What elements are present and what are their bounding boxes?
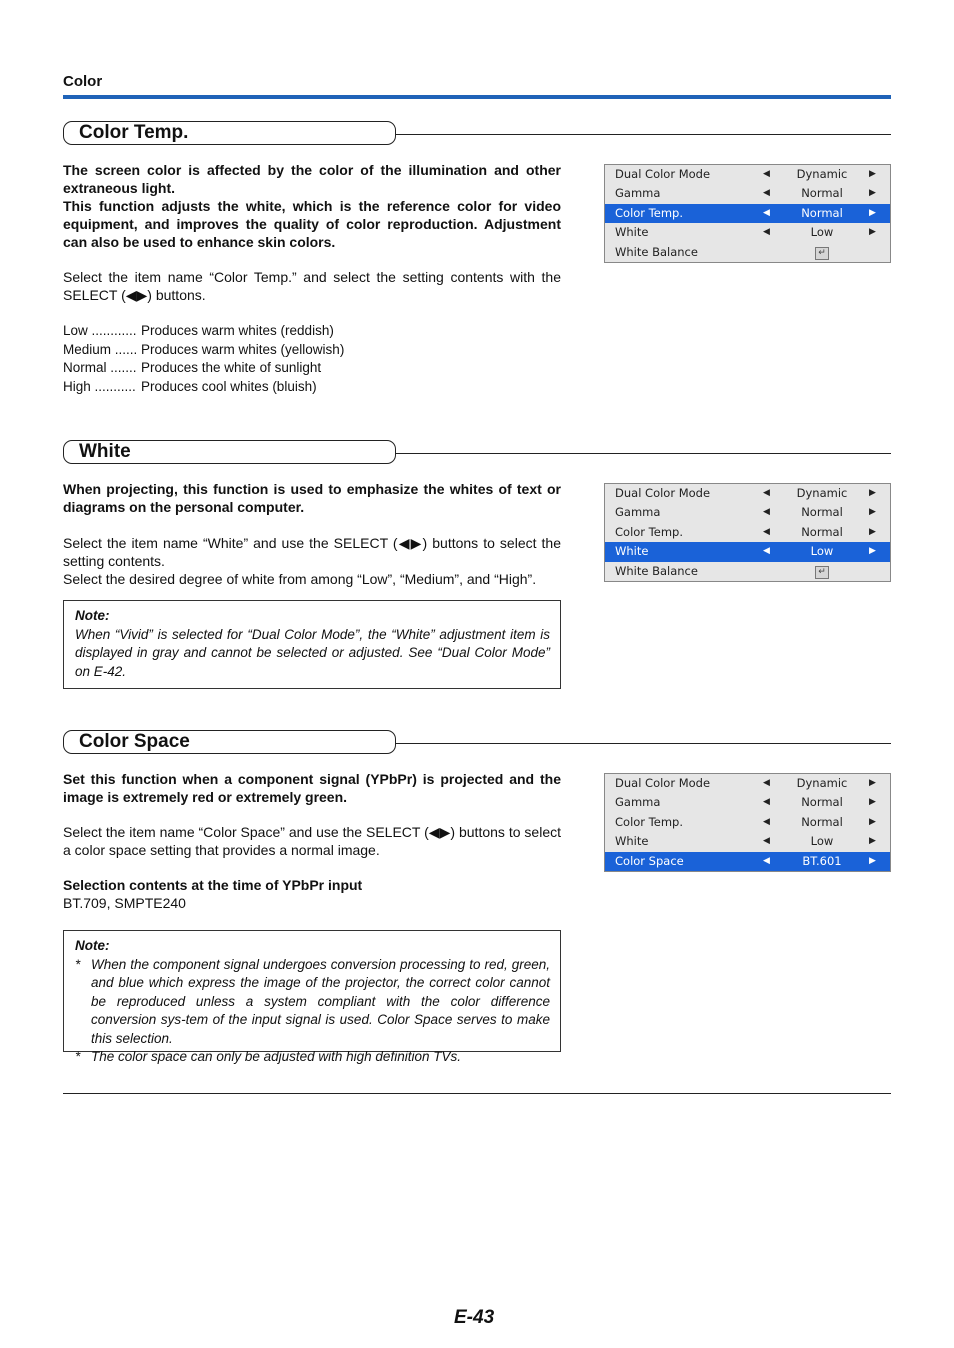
menu-item-label: White: [615, 225, 649, 240]
note-bullet: *: [75, 956, 81, 972]
left-arrow-icon[interactable]: ◀: [763, 797, 770, 808]
right-arrow-icon[interactable]: ▶: [869, 816, 876, 827]
right-arrow-icon[interactable]: ▶: [869, 526, 876, 537]
note-bullet: *: [75, 1049, 81, 1064]
menu-row[interactable]: [605, 832, 890, 851]
right-arrow-icon[interactable]: ▶: [869, 797, 876, 808]
menu-row[interactable]: [605, 223, 890, 242]
menu-item-value: Low: [810, 834, 834, 849]
menu-row[interactable]: [605, 813, 890, 832]
menu-item-value: Dynamic: [796, 486, 848, 500]
enter-icon[interactable]: ↵: [815, 566, 829, 579]
left-arrow-icon[interactable]: ◀: [763, 855, 770, 866]
option-row: [63, 378, 393, 397]
menu-item-label: White: [615, 834, 649, 849]
left-arrow-icon[interactable]: ◀: [763, 507, 770, 518]
menu-item-value: Normal: [801, 795, 843, 810]
header-rule: [63, 95, 891, 99]
white-instruction-2: Select the desired degree of white from among “Low”, “Medium”, and “High”.: [63, 571, 537, 587]
menu-item-label: Dual Color Mode: [615, 776, 711, 790]
menu-item-label: Dual Color Mode: [615, 167, 711, 181]
color-temp-heading-rule: [396, 134, 891, 135]
option-row: [63, 341, 393, 360]
right-arrow-icon[interactable]: ▶: [869, 507, 876, 518]
menu-row[interactable]: [605, 503, 890, 522]
option-term: Low ............: [63, 323, 137, 338]
white-note: [63, 600, 561, 689]
menu-item-label: White Balance: [615, 563, 698, 578]
right-arrow-icon[interactable]: ▶: [869, 169, 876, 179]
note-item-text: When the component signal undergoes conversion processing to red, green, and blue which express the image of the projector, the correct color cannot be reproduced unless a system compliant with the color difference conversion sys-tem of the input signal is used. Color Space serves to make this selection.: [91, 956, 550, 1046]
menu-item-value: Normal: [801, 205, 843, 220]
white-instruction-1: Select the item name “White” and use the SELECT (◀▶) buttons to select the setting contents.: [63, 535, 561, 569]
menu-item-value: Low: [810, 544, 834, 559]
right-arrow-icon[interactable]: ▶: [869, 855, 876, 866]
left-arrow-icon[interactable]: ◀: [763, 778, 770, 788]
color-temp-intro: [63, 161, 561, 251]
option-desc: Produces the white of sunlight: [141, 360, 322, 376]
color-temp-intro-1: The screen color is affected by the color of the illumination and other extraneous light.: [63, 162, 561, 196]
menu-row[interactable]: [605, 793, 890, 812]
right-arrow-icon[interactable]: ▶: [869, 546, 876, 557]
menu-item-label: Color Temp.: [615, 524, 683, 539]
note-item: [75, 956, 550, 1049]
menu-item-value: Normal: [801, 814, 843, 829]
color-temp-heading: Color Temp.: [63, 121, 396, 145]
menu-item-value: Normal: [801, 505, 843, 520]
left-arrow-icon[interactable]: ◀: [763, 836, 770, 847]
menu-item-label: Color Temp.: [615, 814, 683, 829]
note-text: When “Vivid” is selected for “Dual Color Mode”, the “White” adjustment item is displayed in gray and cannot be selected or adjusted. See “Dual Color Mode” on E-42.: [75, 626, 550, 679]
note-title: Note:: [75, 938, 110, 953]
menu-row[interactable]: [605, 774, 890, 793]
menu-item-value: BT.601: [802, 853, 842, 868]
white-heading-rule: [396, 453, 891, 454]
option-desc: Produces cool whites (bluish): [141, 379, 317, 395]
right-arrow-icon[interactable]: ▶: [869, 227, 876, 238]
color-space-instruction: Select the item name “Color Space” and use the SELECT (◀▶) buttons to select a color space setting that provides a normal image.: [63, 824, 561, 858]
color-temp-instruction: Select the item name “Color Temp.” and select the setting contents with the SELECT (◀▶) buttons.: [63, 269, 561, 303]
left-arrow-icon[interactable]: ◀: [763, 188, 770, 199]
menu-item-value: Normal: [801, 186, 843, 201]
option-term: Normal .......: [63, 360, 137, 376]
menu-item-value: Normal: [801, 524, 843, 539]
selection-heading: Selection contents at the time of YPbPr input: [63, 877, 363, 893]
note-item: [75, 1048, 550, 1067]
option-term: High ...........: [63, 379, 136, 395]
white-menu: [604, 483, 891, 582]
left-arrow-icon[interactable]: ◀: [763, 488, 770, 498]
right-arrow-icon[interactable]: ▶: [869, 836, 876, 847]
menu-item-label: Gamma: [615, 795, 661, 810]
selection-values: BT.709, SMPTE240: [63, 895, 186, 911]
enter-icon[interactable]: ↵: [815, 247, 829, 260]
menu-row[interactable]: [605, 184, 890, 203]
menu-row[interactable]: [605, 542, 890, 561]
note-item-text: The color space can only be adjusted with high definition TVs.: [91, 1049, 461, 1064]
option-desc: Produces warm whites (yellowish): [141, 341, 345, 357]
right-arrow-icon[interactable]: ▶: [869, 188, 876, 199]
option-row: [63, 322, 393, 341]
running-head: Color: [63, 73, 103, 90]
option-term: Medium ......: [63, 341, 138, 357]
left-arrow-icon[interactable]: ◀: [763, 227, 770, 238]
page-number: E-43: [454, 1307, 495, 1328]
right-arrow-icon[interactable]: ▶: [869, 778, 876, 788]
menu-row[interactable]: [605, 243, 890, 262]
menu-item-label: Dual Color Mode: [615, 486, 711, 500]
color-temp-intro-2: This function adjusts the white, which is the reference color for video equipment, and improves the quality of color reproduction. Adjustment can also be used to enhance skin colors.: [63, 198, 561, 250]
color-space-menu: [604, 773, 891, 872]
menu-row[interactable]: [605, 484, 890, 503]
menu-item-label: Color Temp.: [615, 205, 683, 220]
menu-item-label: White Balance: [615, 244, 698, 259]
menu-row[interactable]: [605, 852, 890, 871]
menu-row[interactable]: [605, 165, 890, 184]
option-row: [63, 359, 393, 378]
menu-item-value: Dynamic: [796, 776, 848, 790]
right-arrow-icon[interactable]: ▶: [869, 207, 876, 218]
right-arrow-icon[interactable]: ▶: [869, 488, 876, 498]
color-space-heading-rule: [396, 743, 891, 744]
menu-item-label: Color Space: [615, 853, 684, 868]
menu-item-label: Gamma: [615, 505, 661, 520]
option-desc: Produces warm whites (reddish): [141, 323, 334, 338]
menu-item-label: Gamma: [615, 186, 661, 201]
left-arrow-icon[interactable]: ◀: [763, 546, 770, 557]
color-space-heading: Color Space: [63, 730, 396, 754]
color-space-intro: Set this function when a component signal (YPbPr) is projected and the image is extremely red or extremely green.: [63, 771, 561, 805]
left-arrow-icon[interactable]: ◀: [763, 169, 770, 179]
color-temp-menu: [604, 164, 891, 263]
footer-rule: [63, 1093, 891, 1094]
note-title: Note:: [75, 608, 110, 623]
white-intro: When projecting, this function is used to emphasize the whites of text or diagrams on the personal computer.: [63, 481, 561, 515]
color-space-note: [63, 930, 561, 1064]
menu-item-value: Low: [810, 225, 834, 240]
color-temp-options: [63, 322, 393, 397]
menu-row[interactable]: [605, 562, 890, 581]
menu-row[interactable]: [605, 523, 890, 542]
menu-item-value: Dynamic: [796, 167, 848, 181]
white-heading: White: [63, 440, 396, 464]
left-arrow-icon[interactable]: ◀: [763, 207, 770, 218]
menu-row[interactable]: [605, 204, 890, 223]
left-arrow-icon[interactable]: ◀: [763, 816, 770, 827]
menu-item-label: White: [615, 544, 649, 559]
left-arrow-icon[interactable]: ◀: [763, 526, 770, 537]
